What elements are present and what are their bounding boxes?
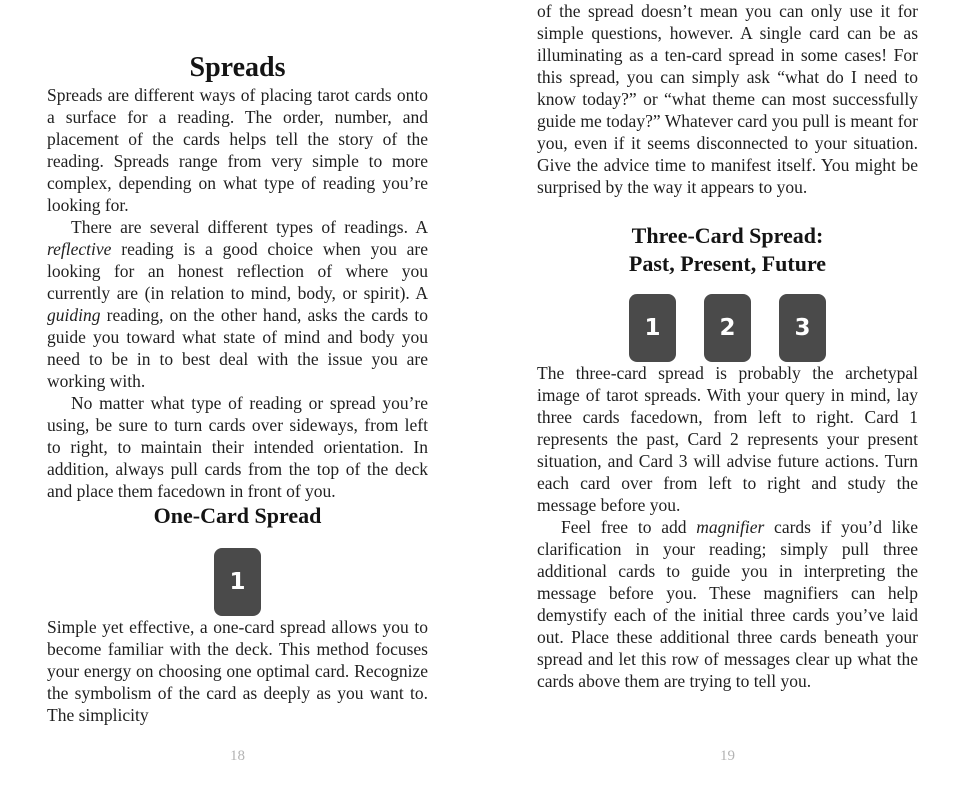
card-number-label: 1	[644, 314, 661, 341]
paragraph-reading-types: There are several different types of readings. A reflective reading is a good choice when you are looking for an honest reflection of where you currently are (in relation to mind, body, or spirit). A guiding reading, on the other hand, asks the cards to guide you toward what state of mind and body you need to be in to best deal with the issue you are working with.	[47, 217, 428, 391]
paragraph-one-card-continued: of the spread doesn’t mean you can only use it for simple questions, however. A single card can be as illuminating as a ten-card spread in some cases! For this spread, you can simply ask “what do I need to know today?” or “what theme can most successfully guide me today?” Whatever card you pull is meant for you, even if it seems disconnected to your situation. Give the advice time to manifest itself. You might be surprised by the way it appears to you.	[537, 1, 918, 197]
card-number-label: 3	[794, 314, 811, 341]
section-heading-one-card-spread: One-Card Spread	[153, 503, 322, 528]
page-title: Spreads	[189, 52, 286, 83]
card-number-label: 1	[229, 568, 246, 595]
tarot-card-2	[704, 294, 751, 362]
page-right	[537, 0, 919, 764]
section-heading-three-card-spread	[537, 222, 918, 278]
three-card-spread-diagram	[537, 294, 918, 362]
page-left	[47, 0, 428, 764]
tarot-card-3	[779, 294, 826, 362]
page-number-left: 18	[230, 748, 245, 764]
paragraph-intro: Spreads are different ways of placing tarot cards onto a surface for a reading. The order, number, and placement of the cards helps tell the story of the reading. Spreads range from very simple to more complex, depending on what type of reading you’re looking for.	[47, 85, 428, 215]
card-number-label: 2	[719, 314, 736, 341]
page-number-right: 19	[720, 748, 735, 764]
tarot-card-1	[214, 548, 261, 616]
section-heading-line-1: Three-Card Spread:	[631, 223, 824, 248]
paragraph-magnifier-cards: Feel free to add magnifier cards if you’d like clarification in your reading; simply pull three additional cards to guide you in interpreting the message before you. These magnifiers can help demystify each of the initial three cards you’ve laid out. Place these additional three cards beneath your spread and let this row of messages clear up what the cards above them are trying to tell you.	[537, 517, 919, 691]
paragraph-three-card-description: The three-card spread is probably the archetypal image of tarot spreads. With your query in mind, lay three cards facedown, from left to right. Card 1 represents the past, Card 2 represents your present situation, and Card 3 will advise future actions. Turn each card over from left to right and study the message before you.	[537, 363, 918, 515]
tarot-card-1	[629, 294, 676, 362]
section-heading-line-2: Past, Present, Future	[628, 251, 827, 276]
paragraph-one-card-description: Simple yet effective, a one-card spread allows you to become familiar with the deck. This method focuses your energy on choosing one optimal card. Recognize the symbolism of the card as deeply as you want to. The simplicity	[47, 617, 428, 725]
paragraph-card-handling: No matter what type of reading or spread you’re using, be sure to turn cards over sideways, from left to right, to maintain their intended orientation. In addition, always pull cards from the top of the deck and place them facedown in front of you.	[47, 393, 428, 501]
one-card-spread-diagram	[47, 548, 428, 616]
